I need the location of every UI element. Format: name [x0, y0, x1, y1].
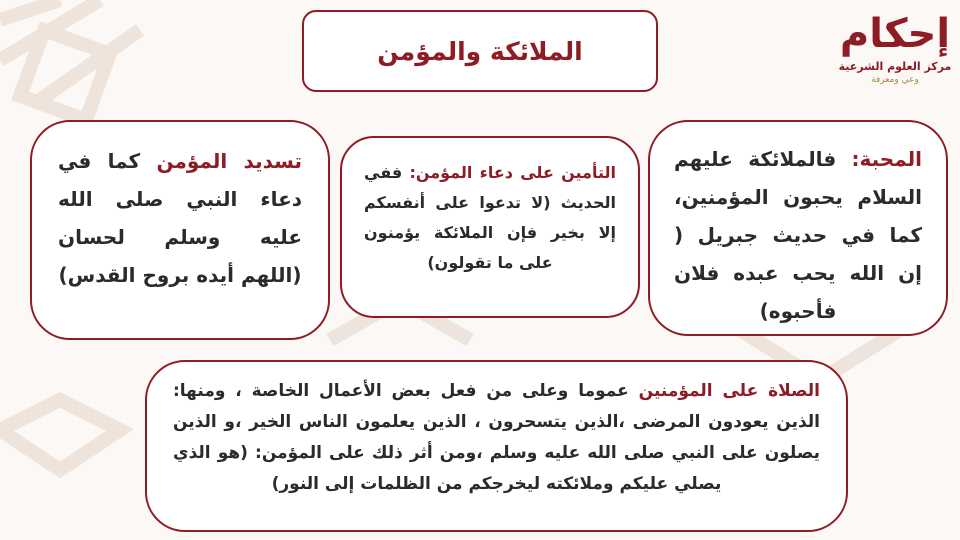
brand-logo: [832, 2, 958, 110]
love-box: [648, 120, 948, 336]
prayer-heading: الصلاة على المؤمنين: [638, 381, 820, 401]
guidance-box: [30, 120, 330, 340]
logo-subtitle: مركز العلوم الشرعية: [838, 60, 952, 73]
prayer-text: عموما وعلى من فعل بعض الأعمال الخاصة ، ومنها: الذين يعودون المرضى ،الذين يتسحرون ، الذين يعلمون الناس الخير ،و الذين يصلون على النبي صلى الله عليه وسلم ،ومن أثر ذلك على المؤمن: (هو الذي يصلي عليكم وملائكته ليخرجكم من الظلمات إلى النور): [173, 381, 820, 494]
logo-tagline: وعي ومعرفة: [871, 75, 919, 85]
amen-text: ففي الحديث (لا تدعوا على أنفسكم إلا بخير فإن الملائكة يؤمنون على ما تقولون): [364, 163, 616, 272]
amen-box: [340, 136, 640, 318]
guidance-heading: تسديد المؤمن: [156, 149, 302, 173]
love-heading: المحبة:: [851, 147, 922, 171]
page-title: الملائكة والمؤمن: [377, 36, 583, 66]
logo-wordmark: إحكام: [839, 11, 951, 57]
guidance-text: كما في دعاء النبي صلى الله عليه وسلم لحسان (اللهم أيده بروح القدس): [58, 149, 302, 287]
title-box: [302, 10, 658, 92]
prayer-box: [145, 360, 848, 532]
amen-heading: التأمين على دعاء المؤمن:: [409, 163, 616, 182]
love-text: فالملائكة عليهم السلام يحبون المؤمنين، كما في حديث جبريل ( إن الله يحب عبده فلان فأحبوه): [674, 147, 922, 323]
